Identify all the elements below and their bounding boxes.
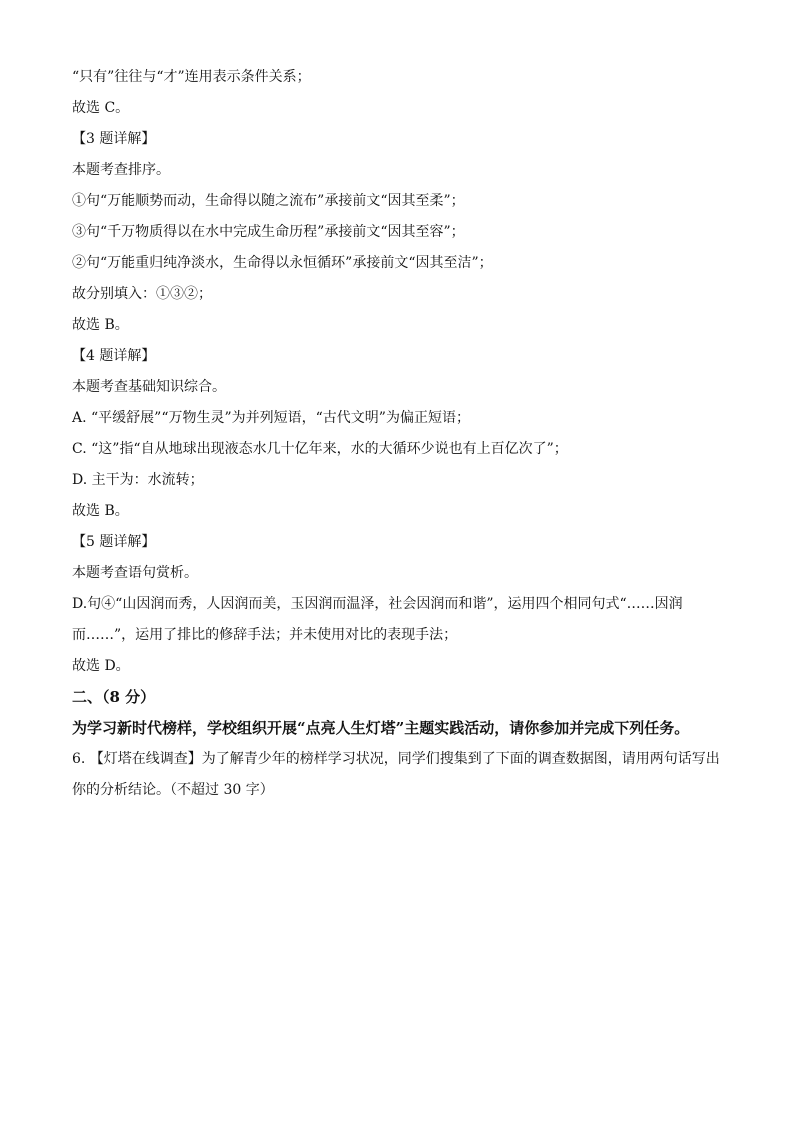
question-6: 6. 【灯塔在线调查】为了解青少年的榜样学习状况，同学们搜集到了下面的调查数据图，请用两句话写出你的分析结论。（不超过 30 字） — [72, 751, 720, 798]
subheading-q5: 【5 题详解】 — [72, 534, 156, 550]
subheading-q3: 【3 题详解】 — [72, 131, 156, 147]
text-line: 本题考查基础知识综合。 — [72, 379, 226, 395]
text-line: 故选 B。 — [72, 317, 129, 333]
task-intro: 为学习新时代榜样，学校组织开展“点亮人生灯塔”主题实践活动，请你参加并完成下列任务。 — [72, 719, 690, 737]
text-line: C. “这”指“自从地球出现液态水几十亿年来，水的大循环少说也有上百亿次了”； — [72, 441, 568, 457]
text-line: ②句“万能重归纯净淡水，生命得以永恒循环”承接前文“因其至洁”； — [72, 255, 493, 271]
text-paragraph: D.句④“山因润而秀，人因润而美，玉因润而温泽，社会因润而和谐”，运用四个相同句式“……因润而……”，运用了排比的修辞手法；并未使用对比的表现手法； — [72, 596, 683, 643]
text-line: “只有”往往与“才”连用表示条件关系； — [72, 69, 311, 85]
subheading-q4: 【4 题详解】 — [72, 348, 156, 364]
text-line: ①句“万能顺势而动，生命得以随之流布”承接前文“因其至柔”； — [72, 193, 465, 209]
text-line: A. “平缓舒展”“万物生灵”为并列短语，“古代文明”为偏正短语； — [72, 410, 470, 426]
text-line: 故选 B。 — [72, 503, 129, 519]
section-heading: 二、（8 分） — [72, 688, 156, 706]
text-line: 本题考查语句赏析。 — [72, 565, 198, 581]
text-line: ③句“千万物质得以在水中完成生命历程”承接前文“因其至容”； — [72, 224, 465, 240]
text-line: 本题考查排序。 — [72, 162, 170, 178]
text-line: 故选 D。 — [72, 658, 130, 674]
text-line: 故分别填入：①③②； — [72, 286, 212, 302]
document-content — [72, 62, 732, 806]
text-line: D. 主干为：水流转； — [72, 472, 204, 488]
text-line: 故选 C。 — [72, 100, 130, 116]
